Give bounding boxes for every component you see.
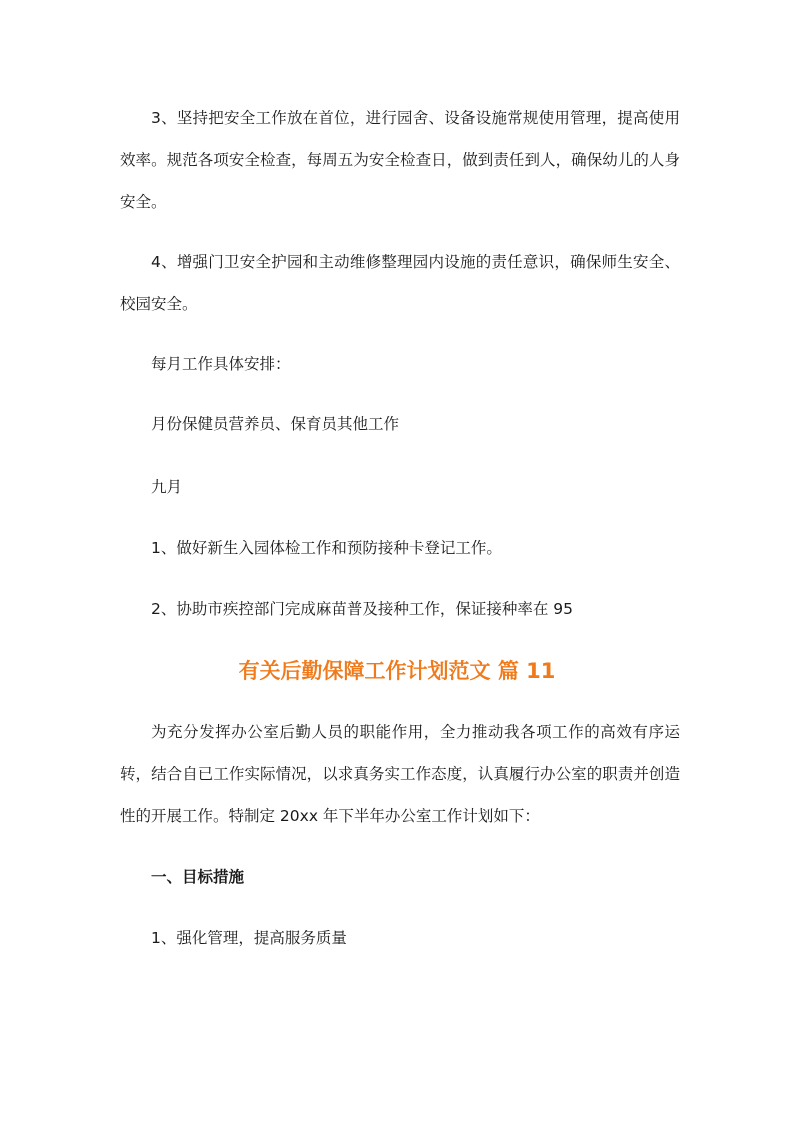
paragraph-month-columns: 月份保健员营养员、保育员其他工作 [151, 415, 400, 433]
paragraph-gate-security: 4、增强门卫安全护园和主动维修整理园内设施的责任意识，确保师生安全、校园安全。 [120, 253, 680, 313]
paragraph-strengthen-management: 1、强化管理，提高服务质量 [151, 929, 347, 947]
paragraph-intro: 为充分发挥办公室后勤人员的职能作用，全力推动我各项工作的高效有序运转，结合自已工作实际情况，以求真务实工作态度，认真履行办公室的职责并创造性的开展工作。特制定 20xx 年下半年办公室工作计划如下： [120, 723, 680, 825]
paragraph-safety-priority: 3、坚持把安全工作放在首位，进行园舍、设备设施常规使用管理，提高使用效率。规范各项安全检查，每周五为安全检查日，做到责任到人，确保幼儿的人身安全。 [120, 109, 680, 211]
section-heading: 有关后勤保障工作计划范文 篇 11 [238, 659, 556, 683]
paragraph-item-2: 2、协助市疾控部门完成麻苗普及接种工作，保证接种率在 95 [151, 600, 574, 618]
paragraph-item-1: 1、做好新生入园体检工作和预防接种卡登记工作。 [151, 539, 502, 557]
subheading-goals: 一、目标措施 [151, 868, 245, 886]
paragraph-september: 九月 [151, 478, 183, 496]
paragraph-monthly-schedule: 每月工作具体安排： [151, 355, 291, 373]
